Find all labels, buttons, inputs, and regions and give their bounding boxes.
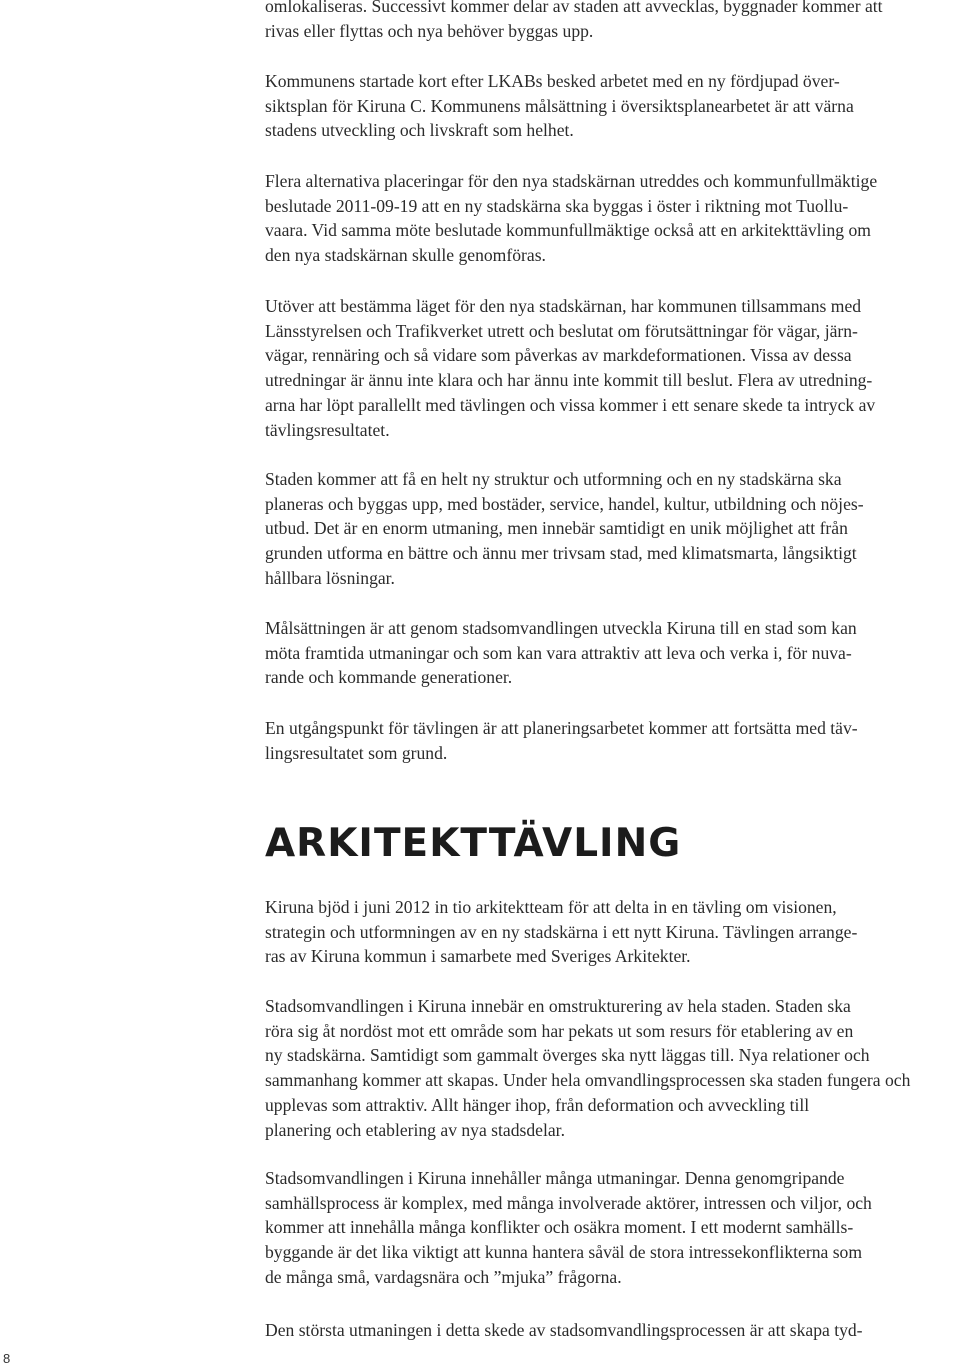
paragraph: Staden kommer att få en helt ny struktur och utformning och en ny stadskärna ska planeras och byggas upp, med bostäder, service, handel, kultur, utbildning och nöjes- utbud. Det är en enorm utmaning, men innebär samtidigt en unik möjlighet att från grunden utforma en bättre och ännu mer trivsam stad, med klimatsmarta, långsiktigt hållbara lösningar. [265, 469, 864, 588]
section-heading: ARKITEKTTÄVLING [265, 821, 682, 866]
paragraph: Kiruna bjöd i juni 2012 in tio arkitektteam för att delta in en tävling om visionen, strategin och utformningen av en ny stadskärna i ett nytt Kiruna. Tävlingen arrange- ras av Kiruna kommun i samarbete med Sveriges Arkitekter. [265, 897, 858, 967]
paragraph: En utgångspunkt för tävlingen är att planeringsarbetet kommer att fortsätta med täv- lingsresultatet som grund. [265, 718, 858, 763]
page-number: 8 [3, 1351, 11, 1366]
paragraph: Utöver att bestämma läget för den nya stadskärnan, har kommunen tillsammans med Länsstyrelsen och Trafikverket utrett och beslutat om förutsättningar för vägar, järn- vägar, rennäring och så vidare som påverkas av markdeformationen. Vissa av dessa utredningar är ännu inte klara och har ännu inte kommit till beslut. Flera av utredning- arna har löpt parallellt med tävlingen och vissa kommer i ett senare skede ta intryck av tävlingsresultatet. [265, 296, 876, 440]
paragraph: Flera alternativa placeringar för den nya stadskärnan utreddes och kommunfullmäktige beslutade 2011-09-19 att en ny stadskärna ska byggas i öster i riktning mot Tuollu- vaara. Vid samma möte beslutade kommunfullmäktige också att en arkitekttävling om den nya stadskärnan skulle genomföras. [265, 171, 878, 266]
paragraph: Kommunens startade kort efter LKABs besked arbetet med en ny fördjupad över- siktsplan för Kiruna C. Kommunens målsättning i översiktsplanearbetet är att värna stadens utveckling och livskraft som helhet. [265, 71, 854, 141]
paragraph: omlokaliseras. Successivt kommer delar av staden att avvecklas, byggnader kommer att rivas eller flyttas och nya behöver byggas upp. [265, 0, 883, 41]
paragraph: Målsättningen är att genom stadsomvandlingen utveckla Kiruna till en stad som kan möta framtida utmaningar och som kan vara attraktiv att leva och verka i, för nuva- rande och kommande generationer. [265, 618, 857, 688]
paragraph: Den största utmaningen i detta skede av stadsomvandlingsprocessen är att skapa tyd- [265, 1320, 863, 1340]
paragraph: Stadsomvandlingen i Kiruna innehåller många utmaningar. Denna genomgripande samhällsprocess är komplex, med många involverade aktörer, intressen och viljor, och kommer att innehålla många konflikter och osäkra moment. I ett modernt samhälls- byggande är det lika viktigt att kunna hantera såväl de stora intressekonflikterna som de många små, vardagsnära och ”mjuka” frågorna. [265, 1168, 872, 1287]
paragraph: Stadsomvandlingen i Kiruna innebär en omstrukturering av hela staden. Staden ska röra sig åt nordöst mot ett område som har pekats ut som resurs för etablering av en ny stadskärna. Samtidigt som gammalt överges ska nytt läggas till. Nya relationer och sammanhang kommer att skapas. Under hela omvandlingsprocessen ska staden fungera och upplevas som attraktiv. Allt hänger ihop, från deformation och avveckling till planering och etablering av nya stadsdelar. [265, 996, 911, 1140]
